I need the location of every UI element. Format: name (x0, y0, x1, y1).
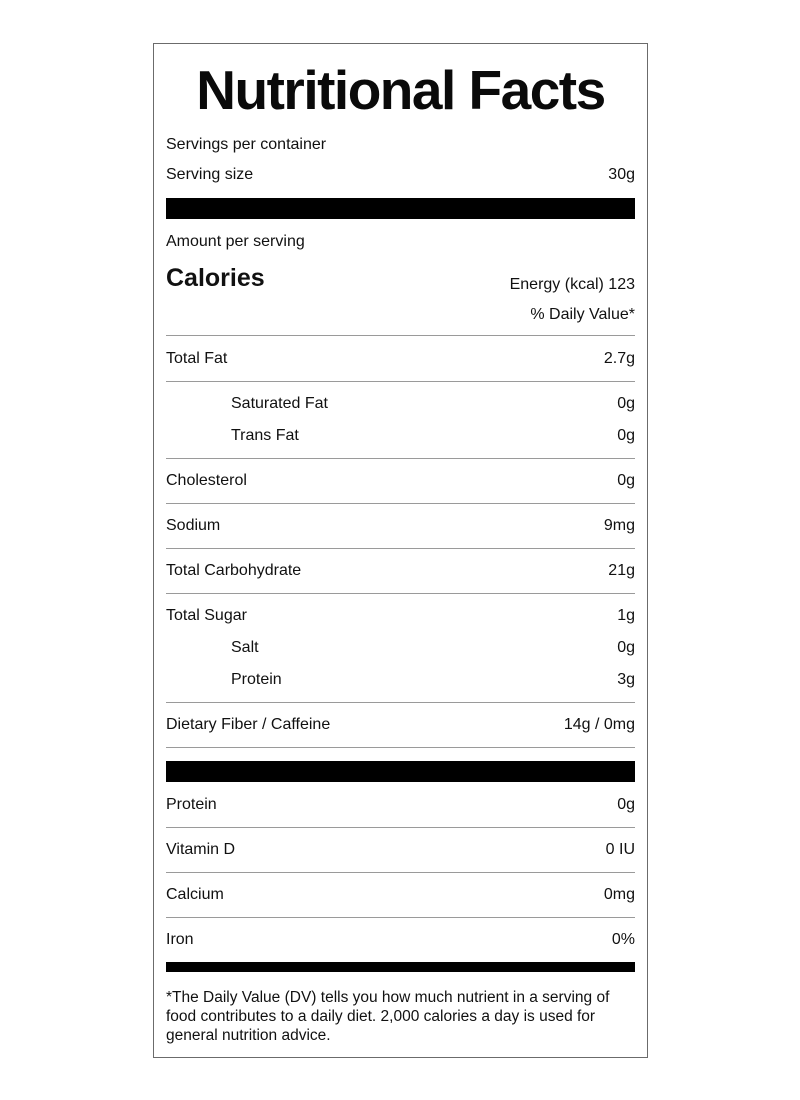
divider (166, 702, 635, 703)
nutrient-label: Total Carbohydrate (166, 562, 302, 579)
nutrient-label: Salt (231, 639, 259, 656)
nutrition-label (153, 43, 648, 1058)
vitamin-label: Calcium (166, 886, 224, 903)
nutrient-label: Sodium (166, 517, 221, 534)
vitamin-label: Protein (166, 796, 217, 813)
daily-value-header: % Daily Value* (530, 306, 635, 323)
divider (166, 503, 635, 504)
divider (166, 593, 635, 594)
vitamin-value: 0% (611, 931, 635, 948)
divider (166, 548, 635, 549)
calories-label: Calories (166, 264, 265, 292)
nutrient-label: Dietary Fiber / Caffeine (166, 716, 331, 733)
nutrient-value: 3g (617, 671, 635, 688)
amount-per-serving-row (166, 232, 635, 252)
divider (166, 827, 635, 828)
nutrient-value: 9mg (603, 517, 635, 534)
nutrient-row-fiber-caffeine (166, 715, 635, 735)
divider (166, 335, 635, 336)
nutrient-label: Protein (231, 671, 282, 688)
divider (166, 381, 635, 382)
serving-size-label: Serving size (166, 166, 254, 183)
nutrient-value: 0g (617, 639, 635, 656)
nutrient-row-total-sugar (166, 606, 635, 626)
nutrient-row-total-carbohydrate (166, 561, 635, 581)
nutrient-row-trans-fat (166, 426, 635, 446)
vitamin-label: Vitamin D (166, 841, 236, 858)
nutrient-row-cholesterol (166, 471, 635, 491)
servings-per-container-row (166, 135, 635, 155)
nutrient-label: Saturated Fat (231, 395, 328, 412)
vitamin-row-iron (166, 930, 635, 950)
serving-size-value: 30g (608, 166, 635, 183)
nutrient-value: 2.7g (603, 350, 635, 367)
divider (166, 747, 635, 748)
servings-per-container-label: Servings per container (166, 136, 327, 153)
nutrient-value: 0g (617, 472, 635, 489)
nutrient-value: 21g (608, 562, 635, 579)
nutrient-value: 0g (617, 395, 635, 412)
nutrient-label: Total Fat (166, 350, 228, 367)
nutrient-label: Total Sugar (166, 607, 247, 624)
amount-per-serving-label: Amount per serving (166, 233, 305, 250)
nutrient-value: 0g (617, 427, 635, 444)
thick-divider-top (166, 198, 635, 219)
thick-divider-bottom (166, 962, 635, 972)
vitamin-row-protein (166, 795, 635, 815)
nutrient-row-sodium (166, 516, 635, 536)
nutrient-value: 1g (617, 607, 635, 624)
nutrient-label: Cholesterol (166, 472, 247, 489)
nutrient-value: 14g / 0mg (563, 716, 635, 733)
vitamin-value: 0g (617, 796, 635, 813)
vitamin-row-calcium (166, 885, 635, 905)
energy-kcal: Energy (kcal) 123 (509, 276, 635, 293)
nutrient-row-total-fat (166, 349, 635, 369)
vitamin-label: Iron (166, 931, 194, 948)
vitamin-row-vitamin-d (166, 840, 635, 860)
vitamin-value: 0mg (603, 886, 635, 903)
nutrient-row-saturated-fat (166, 394, 635, 414)
nutrient-label: Trans Fat (231, 427, 299, 444)
daily-value-footnote: *The Daily Value (DV) tells you how much nutrient in a serving of food contributes to a daily diet. 2,000 calories a day is used for general nutrition advice. (166, 989, 610, 1044)
vitamin-value: 0 IU (605, 841, 635, 858)
nutrient-row-protein-sub (166, 670, 635, 690)
label-title: Nutritional Facts (196, 59, 605, 121)
thick-divider-middle (166, 761, 635, 782)
divider (166, 458, 635, 459)
divider (166, 917, 635, 918)
nutrition-label-content (166, 44, 635, 1057)
divider (166, 872, 635, 873)
serving-size-row (166, 165, 635, 185)
nutrient-row-salt (166, 638, 635, 658)
